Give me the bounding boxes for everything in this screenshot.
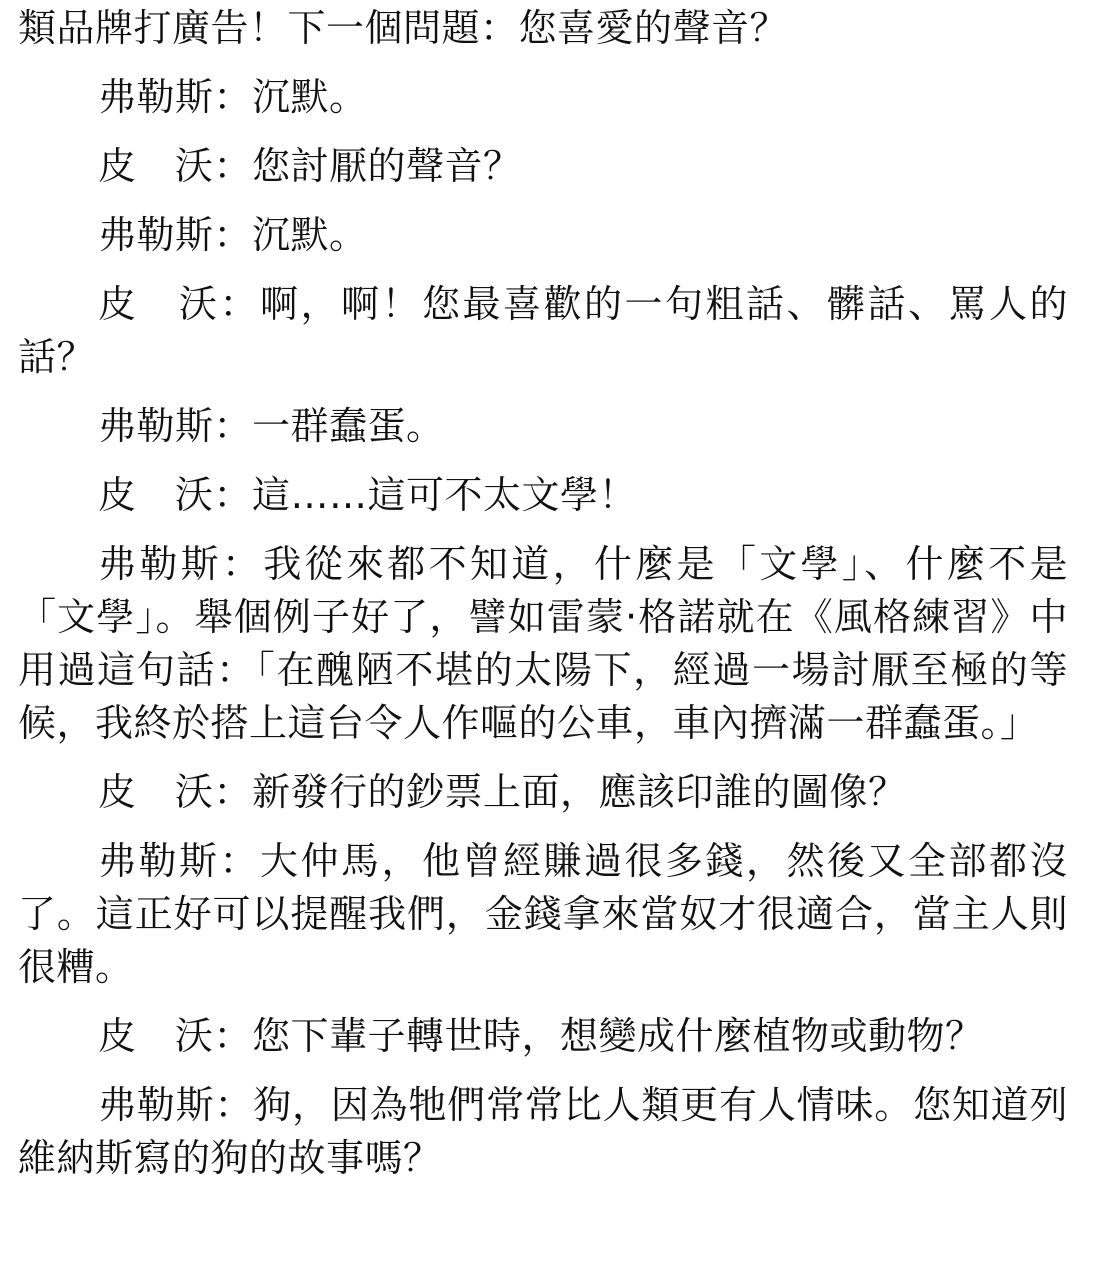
document-page [18,0,1068,1201]
speaker-separator: ： [213,404,253,448]
dialogue-line [18,71,1068,124]
speaker-separator: ： [213,213,253,257]
speaker-separator: ： [213,144,253,188]
speaker-name: 弗勒斯 [98,75,214,119]
speaker-name: 皮 沃 [98,282,220,326]
speaker-name: 皮 沃 [98,473,214,517]
speaker-separator: ： [221,542,264,586]
dialogue-line [18,209,1068,262]
speaker-name: 皮 沃 [98,144,214,188]
speaker-separator: ： [213,1014,253,1058]
speaker-name: 弗勒斯 [98,839,220,883]
dialogue-line [18,835,1068,994]
speaker-name: 弗勒斯 [98,404,214,448]
dialogue-text: 您討厭的聲音？ [252,144,522,188]
dialogue-line [18,1010,1068,1063]
dialogue-text: 我從來都不知道，什麼是「文學」、什麼不是「文學」。舉個例子好了，譬如雷蒙‧格諾就在《風格練習》中用過這句話：「在醜陋不堪的太陽下，經過一場討厭至極的等候，我終於搭上這台令人作嘔的公車，車內擠滿一群蠢蛋。」 [18,542,1068,745]
dialogue-text: 一群蠢蛋。 [252,404,445,448]
dialogue-line [18,140,1068,193]
dialogue-text: 大仲馬，他曾經賺過很多錢，然後又全部都沒了。這正好可以提醒我們，金錢拿來當奴才很適合，當主人則很糟。 [18,839,1068,989]
speaker-separator: ： [219,839,260,883]
speaker-name: 皮 沃 [98,1014,214,1058]
dialogue-text: 沉默。 [252,75,368,119]
speaker-name: 皮 沃 [98,770,214,814]
dialogue-text: 新發行的鈔票上面，應該印誰的圖像？ [252,770,907,814]
dialogue-text: 這……這可不太文學！ [252,473,638,517]
dialogue-text: 沉默。 [252,213,368,257]
speaker-separator: ： [213,770,253,814]
paragraph-continuation [18,2,1068,55]
dialogue-line [18,278,1068,384]
speaker-separator: ： [219,282,260,326]
speaker-separator: ： [214,1083,254,1127]
dialogue-text: 您下輩子轉世時，想變成什麼植物或動物？ [252,1014,984,1058]
speaker-name: 弗勒斯 [98,213,214,257]
dialogue-line [18,469,1068,522]
paragraph-text: 類品牌打廣告！下一個問題：您喜愛的聲音？ [18,6,789,50]
speaker-separator: ： [213,473,253,517]
dialogue-line [18,400,1068,453]
speaker-name: 弗勒斯 [98,1083,215,1127]
dialogue-text: 啊，啊！您最喜歡的一句粗話、髒話、罵人的話？ [18,282,1068,379]
dialogue-line [18,766,1068,819]
dialogue-line [18,1079,1068,1185]
speaker-name: 弗勒斯 [98,542,222,586]
dialogue-text: 狗，因為牠們常常比人類更有人情味。您知道列維納斯寫的狗的故事嗎？ [18,1083,1068,1180]
speaker-separator: ： [213,75,253,119]
dialogue-line [18,538,1068,750]
